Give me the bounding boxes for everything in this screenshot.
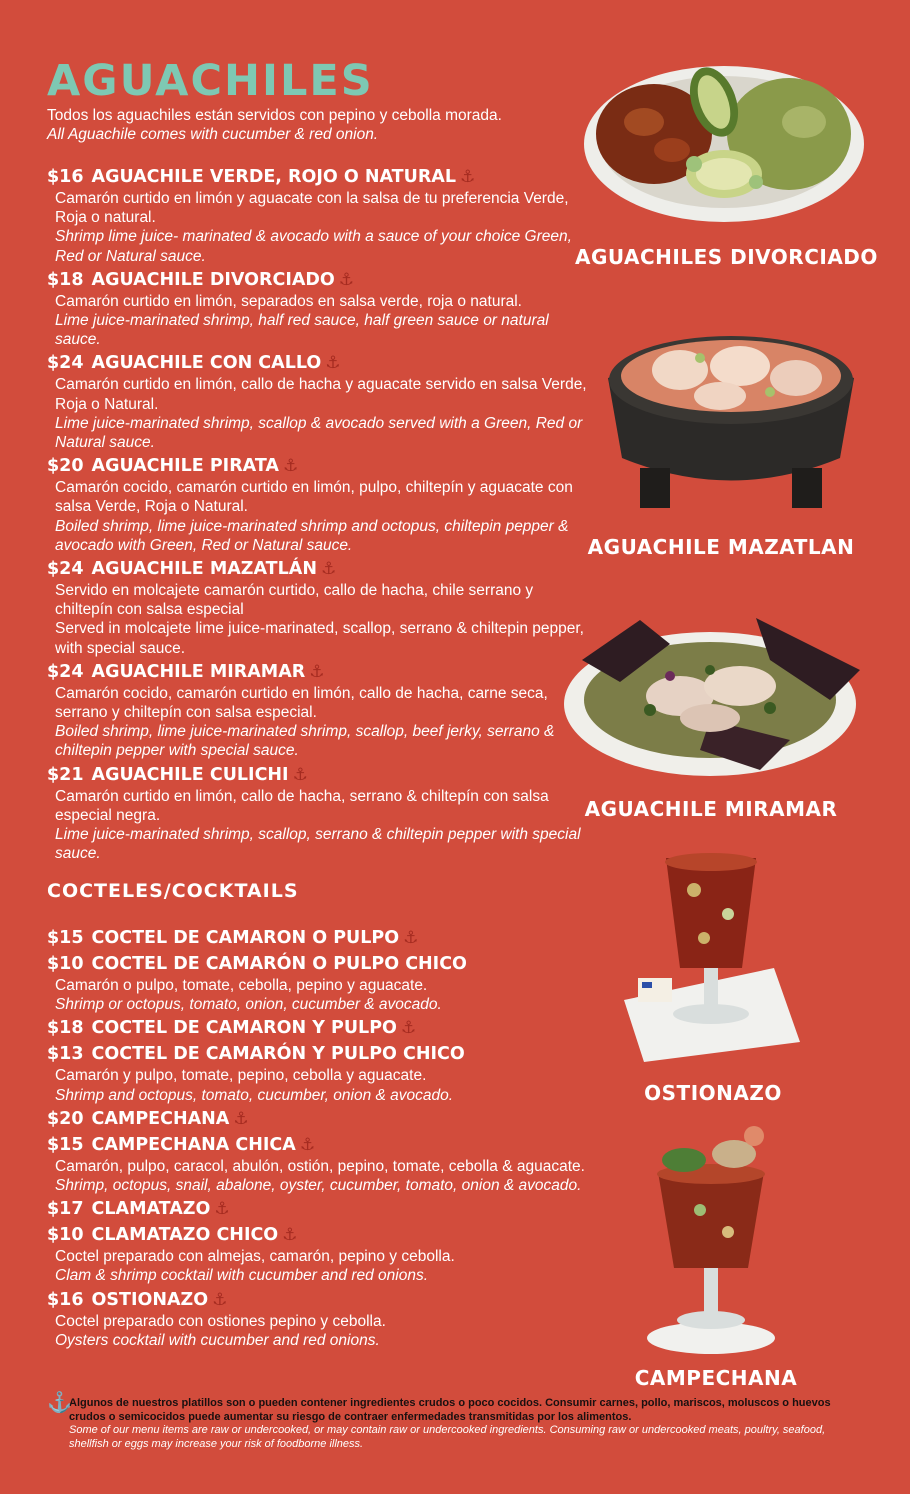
- menu-item-name: CAMPECHANA: [91, 1108, 230, 1129]
- menu-item-heading: [47, 454, 587, 478]
- menu-item-description-en: Lime juice-marinated shrimp, scallop & avocado served with a Green, Red or Natural sauce.: [55, 414, 583, 452]
- menu-item: [47, 1042, 587, 1104]
- intro-en: All Aguachile comes with cucumber & red onion.: [47, 126, 379, 143]
- menu-item-heading: [47, 926, 587, 950]
- menu-item-name: CLAMATAZO: [91, 1199, 211, 1220]
- menu-item-description-en: Shrimp, octopus, snail, abalone, oyster, cucumber, tomato, onion & avocado.: [55, 1177, 582, 1195]
- menu-item-description-en: Lime juice-marinated shrimp, half red sauce, half green sauce or natural sauce.: [55, 312, 549, 349]
- menu-item-description-es: Camarón curtido en limón, separados en salsa verde, roja o natural.: [55, 292, 522, 310]
- anchor-icon: ⚓: [338, 269, 355, 290]
- anchor-icon: ⚓: [460, 167, 476, 187]
- menu-item-price: $24: [47, 661, 84, 682]
- menu-item-heading: [47, 660, 587, 684]
- photo-label-mazatlan: AGUACHILE MAZATLAN: [587, 535, 855, 559]
- menu-item-price: $21: [47, 764, 84, 785]
- anchor-icon: ⚓: [212, 1289, 228, 1310]
- menu-item: [47, 1133, 587, 1195]
- menu-item-price: $16: [47, 1289, 84, 1310]
- menu-item-name: CLAMATAZO CHICO: [91, 1225, 279, 1246]
- anchor-icon: ⚓: [320, 559, 337, 580]
- disclaimer: [47, 1392, 847, 1451]
- menu-item-description-en: Shrimp lime juice- marinated & avocado with a sauce of your choice Green, Red or Natural sauce.: [55, 228, 572, 265]
- menu-item: [47, 557, 587, 658]
- menu-item: [47, 351, 587, 452]
- menu-item: [47, 268, 587, 350]
- menu-item-heading: [47, 1042, 587, 1066]
- menu-item: [47, 165, 587, 266]
- menu-item-price: $20: [47, 1108, 84, 1129]
- aguachile-miramar-photo: [560, 600, 878, 780]
- menu-item-description-en: Shrimp and octopus, tomato, cucumber, onion & avocado.: [55, 1086, 454, 1104]
- menu-item-name: AGUACHILE VERDE, ROJO O NATURAL: [91, 167, 456, 187]
- photo-label-miramar: AGUACHILE MIRAMAR: [584, 797, 838, 821]
- photo-label-campechana: CAMPECHANA: [634, 1366, 798, 1390]
- menu-item-name: OSTIONAZO: [91, 1289, 209, 1310]
- ostionazo-photo: [624, 850, 800, 1062]
- menu-item-description-en: Lime juice-marinated shrimp, scallop, serrano & chiltepin pepper with special sauce.: [55, 826, 581, 863]
- menu-item-heading: [47, 1288, 587, 1312]
- menu-item-description-es: Camarón o pulpo, tomate, cebolla, pepino y aguacate.: [55, 977, 428, 994]
- menu-item-description-en: Boiled shrimp, lime juice-marinated shrimp and octopus, chiltepin pepper & avocado with Green, Red or Natural sauce.: [55, 517, 569, 554]
- menu-item-description-en: Shrimp or octopus, tomato, onion, cucumber & avocado.: [55, 996, 442, 1014]
- menu-item: [47, 1107, 587, 1131]
- menu-item-name: COCTEL DE CAMARÓN Y PULPO CHICO: [91, 1044, 465, 1065]
- menu-item-description-es: Camarón curtido en limón y aguacate con la salsa de tu preferencia Verde, Roja o natural.: [55, 190, 569, 227]
- anchor-icon: ⚓: [233, 1108, 249, 1129]
- menu-item-heading: [47, 351, 587, 375]
- menu-item: [47, 763, 587, 864]
- photo-label-ostionazo: OSTIONAZO: [644, 1081, 782, 1105]
- menu-item-description-es: Camarón curtido en limón, callo de hacha y aguacate servido en salsa Verde, Roja o Natural.: [55, 376, 587, 413]
- anchor-icon: ⚓: [282, 1225, 298, 1246]
- menu-item-description-en: Clam & shrimp cocktail with cucumber and red onions.: [55, 1267, 429, 1285]
- menu-item-description-es: Servido en molcajete camarón curtido, callo de hacha, chile serrano y chiltepín con salsa especial: [55, 582, 534, 619]
- menu-item-heading: [47, 952, 587, 976]
- anchor-icon: ⚓: [47, 1392, 72, 1414]
- menu-item-price: $24: [47, 559, 84, 580]
- menu-item-heading: [47, 165, 587, 189]
- menu-item-description-es: Camarón, pulpo, caracol, abulón, ostión, pepino, tomate, cebolla & aguacate.: [55, 1157, 585, 1175]
- menu-item-price: $10: [47, 954, 84, 974]
- anchor-icon: ⚓: [214, 1199, 230, 1220]
- menu-item: [47, 952, 587, 1014]
- menu-item-price: $10: [47, 1225, 84, 1246]
- menu-item: [47, 1223, 587, 1285]
- menu-item: [47, 926, 587, 950]
- photo-label-divorciado: AGUACHILES DIVORCIADO: [575, 245, 878, 269]
- menu-item-description-en: Oysters cocktail with cucumber and red onions.: [55, 1331, 380, 1349]
- aguachiles-list: [47, 165, 587, 865]
- anchor-icon: ⚓: [282, 456, 299, 477]
- menu-item-name: COCTEL DE CAMARON Y PULPO: [91, 1018, 397, 1039]
- anchor-icon: ⚓: [292, 764, 308, 785]
- menu-item-name: AGUACHILE DIVORCIADO: [91, 269, 335, 290]
- menu-item: [47, 1197, 587, 1221]
- menu-item-heading: [47, 763, 587, 787]
- menu-item-name: AGUACHILE MIRAMAR: [91, 661, 306, 682]
- menu-item-description-es: Camarón cocido, camarón curtido en limón, pulpo, chiltepín y aguacate con salsa Verde, Roja o Natural.: [55, 479, 573, 516]
- menu-item-price: $20: [47, 456, 84, 477]
- menu-item-name: COCTEL DE CAMARON O PULPO: [91, 928, 400, 948]
- anchor-icon: ⚓: [400, 1018, 417, 1039]
- menu-item-price: $17: [47, 1199, 84, 1220]
- menu-item-name: CAMPECHANA CHICA: [91, 1134, 296, 1155]
- menu-item: [47, 1288, 587, 1350]
- menu-item-name: AGUACHILE MAZATLÁN: [91, 559, 317, 580]
- menu-item-description-es: Coctel preparado con almejas, camarón, pepino y cebolla.: [55, 1248, 455, 1266]
- intro: [47, 106, 502, 144]
- menu-item-description-es: Camarón cocido, camarón curtido en limón, callo de hacha, carne seca, serrano y chiltepín con salsa especial.: [55, 684, 548, 722]
- aguachiles-divorciado-photo: [574, 52, 874, 232]
- anchor-icon: ⚓: [403, 928, 419, 948]
- menu-item-name: AGUACHILE CON CALLO: [91, 353, 322, 374]
- menu-item-name: AGUACHILE CULICHI: [91, 764, 289, 785]
- menu-item-price: $18: [47, 269, 84, 290]
- menu-item-heading: [47, 1016, 587, 1040]
- menu-item-price: $15: [47, 1134, 84, 1155]
- intro-es: Todos los aguachiles están servidos con pepino y cebolla morada.: [47, 107, 502, 124]
- anchor-icon: ⚓: [299, 1134, 316, 1155]
- menu-item: [47, 454, 587, 555]
- menu-item-price: $16: [47, 167, 84, 187]
- cocktails-heading: COCTELES/COCKTAILS: [47, 880, 299, 902]
- menu-item-price: $18: [47, 1018, 84, 1039]
- menu-item: [47, 660, 587, 761]
- menu-item-name: AGUACHILE PIRATA: [91, 456, 279, 477]
- menu-item-heading: [47, 1133, 587, 1157]
- menu-item-heading: [47, 1107, 587, 1131]
- menu-item-name: COCTEL DE CAMARÓN O PULPO CHICO: [91, 954, 467, 974]
- menu-item-description-es: Coctel preparado con ostiones pepino y cebolla.: [55, 1312, 386, 1330]
- menu-item-description-en: Served in molcajete lime juice-marinated, scallop, serrano & chiltepin pepper, with special sauce.: [55, 620, 584, 657]
- campechana-photo: [644, 1120, 778, 1358]
- menu-item: [47, 1016, 587, 1040]
- anchor-icon: ⚓: [309, 661, 325, 682]
- menu-item-price: $24: [47, 353, 84, 374]
- menu-item-description-es: Camarón curtido en limón, callo de hacha, serrano & chiltepín con salsa especial negra.: [55, 787, 549, 824]
- menu-item-price: $15: [47, 928, 84, 948]
- menu-item-heading: [47, 557, 587, 581]
- menu-item-heading: [47, 1223, 587, 1247]
- menu-item-heading: [47, 1197, 587, 1221]
- menu-item-price: $13: [47, 1044, 84, 1065]
- menu-item-description-es: Camarón y pulpo, tomate, pepino, cebolla y aguacate.: [55, 1067, 427, 1085]
- aguachile-mazatlan-photo: [600, 318, 862, 514]
- menu-item-heading: [47, 268, 587, 292]
- anchor-icon: ⚓: [325, 353, 341, 374]
- menu-item-description-en: Boiled shrimp, lime juice-marinated shrimp, scallop, beef jerky, serrano & chiltepin pepper with special sauce.: [55, 723, 555, 760]
- disclaimer-en: Some of our menu items are raw or undercooked, or may contain raw or undercooked ingredients. Consuming raw or undercooked meats, poultry, seafood, shellfish or eggs may increase your risk of foodborne illness.: [69, 1424, 826, 1450]
- cocktails-list: [47, 926, 587, 1352]
- page-title: AGUACHILES: [47, 56, 374, 106]
- disclaimer-es: Algunos de nuestros platillos son o pueden contener ingredientes crudos o poco cocidos. Consumir carnes, pollo, mariscos, moluscos o huevos crudos o semicocidos puede aumentar su riesgo de contraer enfermedades transmitidas por los alimentos.: [69, 1397, 831, 1423]
